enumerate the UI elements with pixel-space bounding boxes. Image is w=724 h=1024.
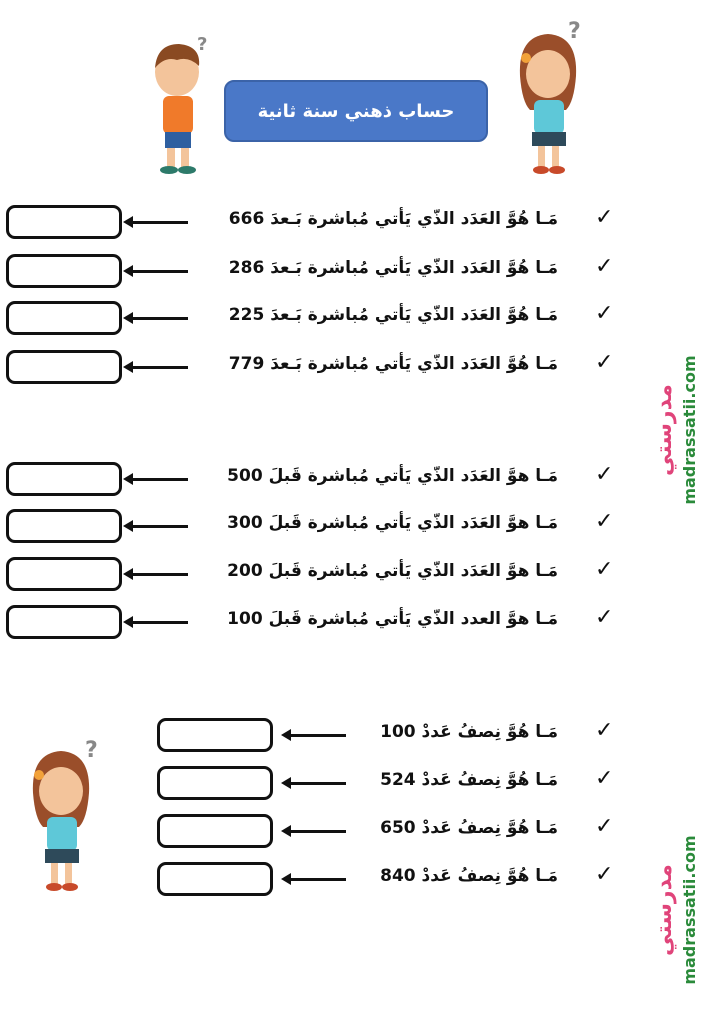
answer-box[interactable] (6, 301, 122, 335)
answer-box[interactable] (157, 766, 273, 800)
question-text: مَـا هوَّ العَدَد الذّي يَأتي مُباشرة قَبلَ 500 (227, 466, 558, 486)
thinking-girl-illustration (512, 18, 587, 178)
check-icon: ✓ (595, 301, 614, 326)
watermark-url: madrassatii.com (680, 835, 699, 985)
thinking-girl-illustration (20, 735, 105, 895)
question-row (0, 860, 724, 900)
question-row (0, 348, 724, 388)
question-row (0, 812, 724, 852)
question-row (0, 460, 724, 500)
check-icon: ✓ (595, 462, 614, 487)
question-mark: ? (568, 19, 581, 44)
question-mark: ? (85, 738, 98, 763)
watermark-arabic: مدرستي (652, 384, 677, 476)
arrow-icon (132, 621, 188, 624)
answer-box[interactable] (157, 814, 273, 848)
question-text: مَـا هُوَّ نِصفُ عَددْ 840 (380, 866, 558, 886)
arrow-icon (290, 734, 346, 737)
question-text: مَـا هُوَّ نِصفُ عَددْ 650 (380, 818, 558, 838)
arrow-icon (290, 830, 346, 833)
check-icon: ✓ (595, 557, 614, 582)
check-icon: ✓ (595, 205, 614, 230)
question-mark: ? (197, 34, 208, 55)
watermark (652, 340, 712, 520)
arrow-icon (132, 221, 188, 224)
answer-box[interactable] (157, 718, 273, 752)
question-row (0, 764, 724, 804)
check-icon: ✓ (595, 605, 614, 630)
arrow-icon (290, 782, 346, 785)
answer-box[interactable] (6, 605, 122, 639)
answer-box[interactable] (6, 509, 122, 543)
question-row (0, 603, 724, 643)
question-text: مَـا هُوَّ العَدَد الذّي يَأتي مُباشرة بَـعدَ 286 (228, 258, 558, 278)
arrow-icon (132, 478, 188, 481)
arrow-icon (290, 878, 346, 881)
answer-box[interactable] (6, 205, 122, 239)
question-text: مَـا هُوَّ العَدَد الذّي يَأتي مُباشرة بَـعدَ 779 (228, 354, 558, 374)
question-row (0, 716, 724, 756)
question-text: مَـا هوَّ العدد الذّي يَأتي مُباشرة قَبلَ 100 (227, 609, 558, 629)
check-icon: ✓ (595, 509, 614, 534)
check-icon: ✓ (595, 254, 614, 279)
arrow-icon (132, 525, 188, 528)
question-text: مَـا هُوَّ العَدَد الذّي يَأتي مُباشرة بَـعدَ 666 (228, 209, 558, 229)
question-text: مَـا هُوَّ العَدَد الذّي يَأتي مُباشرة بَـعدَ 225 (228, 305, 558, 325)
thinking-boy-illustration (145, 30, 215, 175)
answer-box[interactable] (6, 557, 122, 591)
answer-box[interactable] (157, 862, 273, 896)
question-row (0, 299, 724, 339)
watermark-url: madrassatii.com (680, 355, 699, 505)
answer-box[interactable] (6, 350, 122, 384)
arrow-icon (132, 317, 188, 320)
answer-box[interactable] (6, 462, 122, 496)
question-text: مَـا هوَّ العَدَد الذّي يَأتي مُباشرة قَبلَ 300 (227, 513, 558, 533)
check-icon: ✓ (595, 766, 614, 791)
question-row (0, 507, 724, 547)
watermark-arabic: مدرستي (652, 864, 677, 956)
question-row (0, 203, 724, 243)
arrow-icon (132, 573, 188, 576)
question-text: مَـا هُوَّ نِصفُ عَددْ 100 (380, 722, 558, 742)
answer-box[interactable] (6, 254, 122, 288)
arrow-icon (132, 366, 188, 369)
check-icon: ✓ (595, 718, 614, 743)
question-row (0, 555, 724, 595)
check-icon: ✓ (595, 814, 614, 839)
arrow-icon (132, 270, 188, 273)
question-text: مَـا هوَّ العَدَد الذّي يَأتي مُباشرة قَبلَ 200 (227, 561, 558, 581)
question-row (0, 252, 724, 292)
question-text: مَـا هُوَّ نِصفُ عَددْ 524 (380, 770, 558, 790)
check-icon: ✓ (595, 350, 614, 375)
watermark (652, 820, 712, 1000)
check-icon: ✓ (595, 862, 614, 887)
worksheet-title: حساب ذهني سنة ثانية (224, 80, 488, 142)
